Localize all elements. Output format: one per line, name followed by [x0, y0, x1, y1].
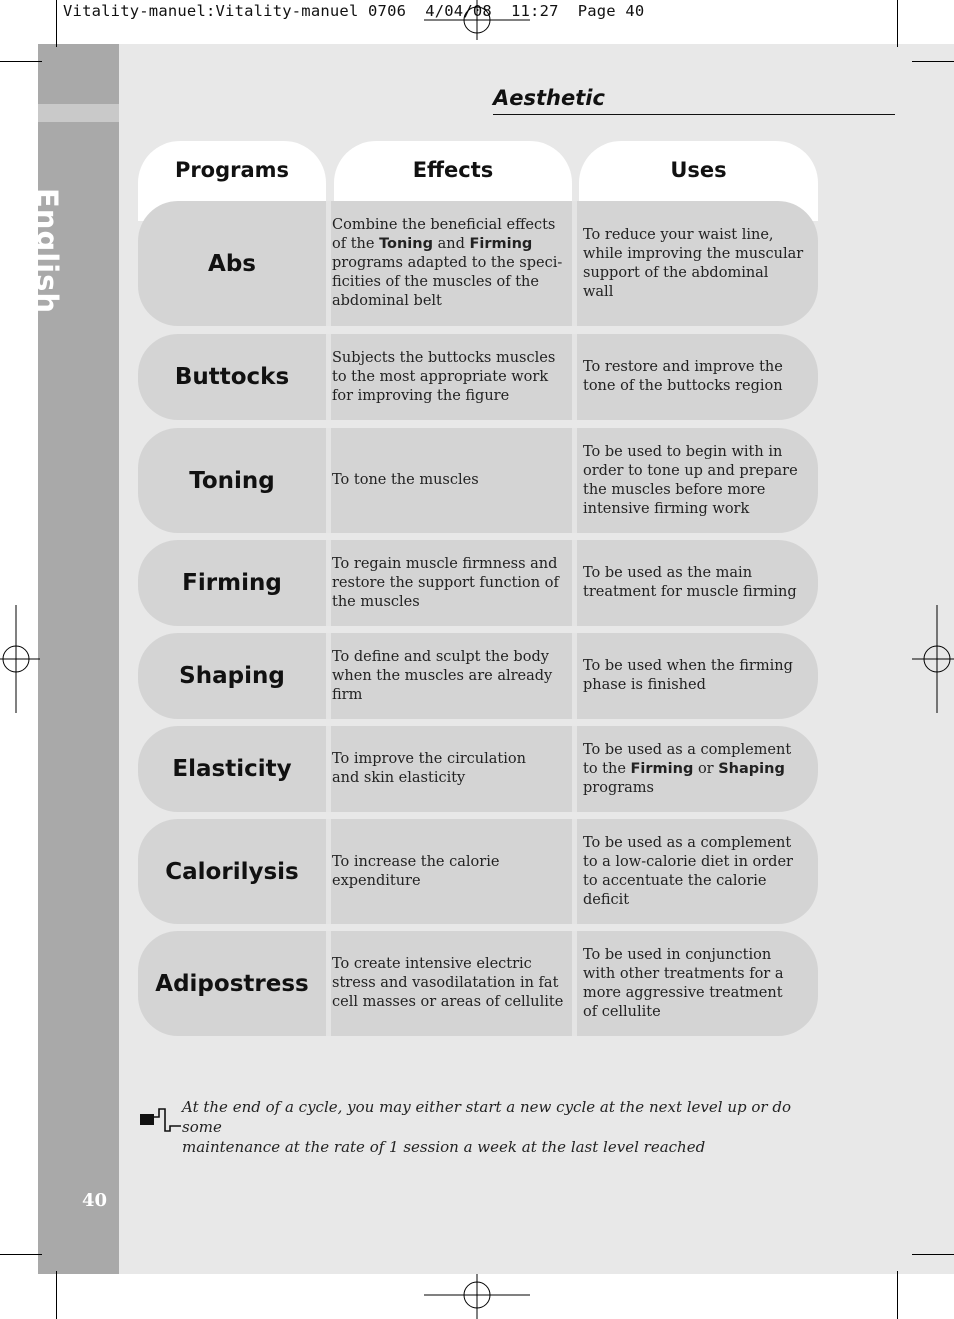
registration-mark-top: [424, 0, 530, 40]
footnote-line-1: At the end of a cycle, you may either start a new cycle at the next level up or do some: [182, 1098, 791, 1136]
keyword-firming: Firming: [630, 760, 694, 777]
keyword-firming: Firming: [469, 236, 533, 252]
program-effects: To tone the muscles: [332, 472, 479, 488]
program-uses: To reduce your waist line, while improving the muscular support of the abdominal wall: [583, 226, 804, 300]
program-effects: To improve the circulation and skin elasticity: [332, 751, 526, 786]
table-row-abs: [138, 201, 818, 326]
table-row-toning: [138, 428, 818, 533]
keyword-toning: Toning: [379, 236, 433, 252]
section-title: Aesthetic: [493, 86, 605, 110]
print-slug: Vitality-manuel:Vitality-manuel 0706 4/04/08 11:27 Page 40: [63, 2, 645, 20]
crop-mark: [56, 1271, 57, 1319]
program-name: Buttocks: [174, 364, 290, 390]
program-name: Adipostress: [155, 970, 309, 997]
language-label-text: English: [30, 188, 64, 315]
program-effects: To create intensive electric stress and vasodilatation in fat cell masses or areas of cellulite: [332, 956, 564, 1010]
registration-mark-left: [0, 605, 40, 713]
column-divider: [572, 633, 577, 719]
registration-mark-bottom: [424, 1274, 530, 1319]
keyword-shaping: Shaping: [718, 760, 785, 777]
program-effects: To regain muscle firmness and restore the support function of the muscles: [332, 555, 559, 610]
column-divider: [572, 726, 577, 812]
program-effects: To increase the calorie expenditure: [332, 853, 500, 889]
table-row-firming: [138, 540, 818, 626]
column-divider: [572, 201, 577, 326]
column-divider: [326, 931, 331, 1036]
program-uses: To be used as a complement to the Firming or Shaping programs: [583, 741, 792, 796]
section-title-underline: [493, 114, 895, 115]
column-divider: [326, 334, 331, 420]
page-number: 40: [82, 1190, 108, 1211]
crop-mark: [897, 0, 898, 47]
sidebar-highlight: [38, 104, 119, 122]
table-row-buttocks: [138, 334, 818, 420]
footnote-line-2: maintenance at the rate of 1 session a week at the last level reached: [182, 1138, 706, 1156]
table-row-elasticity: [138, 726, 818, 812]
column-divider: [572, 334, 577, 420]
header-effects: Effects: [334, 141, 572, 221]
crop-mark: [0, 1254, 42, 1255]
column-divider: [326, 726, 331, 812]
program-effects: Subjects the buttocks muscles to the most appropriate work for improving the figure: [332, 349, 556, 404]
program-name: Abs: [208, 250, 256, 277]
program-uses: To be used as a complement to a low-calorie diet in order to accentuate the calorie deficit: [583, 834, 793, 908]
header-uses: Uses: [579, 141, 818, 221]
crop-mark: [897, 1271, 898, 1319]
table-row-calorilysis: [138, 819, 818, 924]
program-name: Shaping: [179, 663, 285, 689]
column-divider: [326, 540, 331, 626]
program-uses: To be used to begin with in order to tone up and prepare the muscles before more intensive firming work: [583, 443, 798, 517]
column-divider: [326, 819, 331, 924]
crop-mark: [0, 61, 42, 62]
program-name: Toning: [189, 467, 275, 494]
registration-mark-right: [912, 605, 954, 713]
table-row-adipostress: [138, 931, 818, 1036]
column-divider: [326, 428, 331, 533]
crop-mark: [912, 1254, 954, 1255]
crop-mark: [912, 61, 954, 62]
column-divider: [326, 201, 331, 326]
language-label: [30, 188, 64, 314]
table-row-shaping: [138, 633, 818, 719]
program-name: Firming: [182, 570, 282, 596]
header-programs: Programs: [138, 141, 326, 221]
crop-mark: [56, 0, 57, 47]
column-divider: [572, 428, 577, 533]
program-effects: To define and sculpt the body when the muscles are already firm: [332, 648, 553, 703]
program-uses: To restore and improve the tone of the buttocks region: [583, 359, 783, 394]
footnote-text: [182, 1097, 822, 1157]
column-divider: [572, 931, 577, 1036]
program-name: Elasticity: [172, 756, 292, 782]
program-effects: Combine the beneficial effects of the Toning and Firming programs adapted to the speci- ficities of the muscles of the abdominal belt: [332, 217, 563, 309]
column-divider: [572, 819, 577, 924]
program-uses: To be used as the main treatment for muscle firming: [583, 565, 797, 600]
program-uses: To be used in conjunction with other treatments for a more aggressive treatment of cellulite: [583, 946, 784, 1020]
column-divider: [326, 633, 331, 719]
program-name: Calorilysis: [165, 858, 299, 885]
column-divider: [572, 540, 577, 626]
program-uses: To be used when the firming phase is finished: [583, 658, 793, 693]
signal-pulse-icon: [139, 1104, 181, 1134]
